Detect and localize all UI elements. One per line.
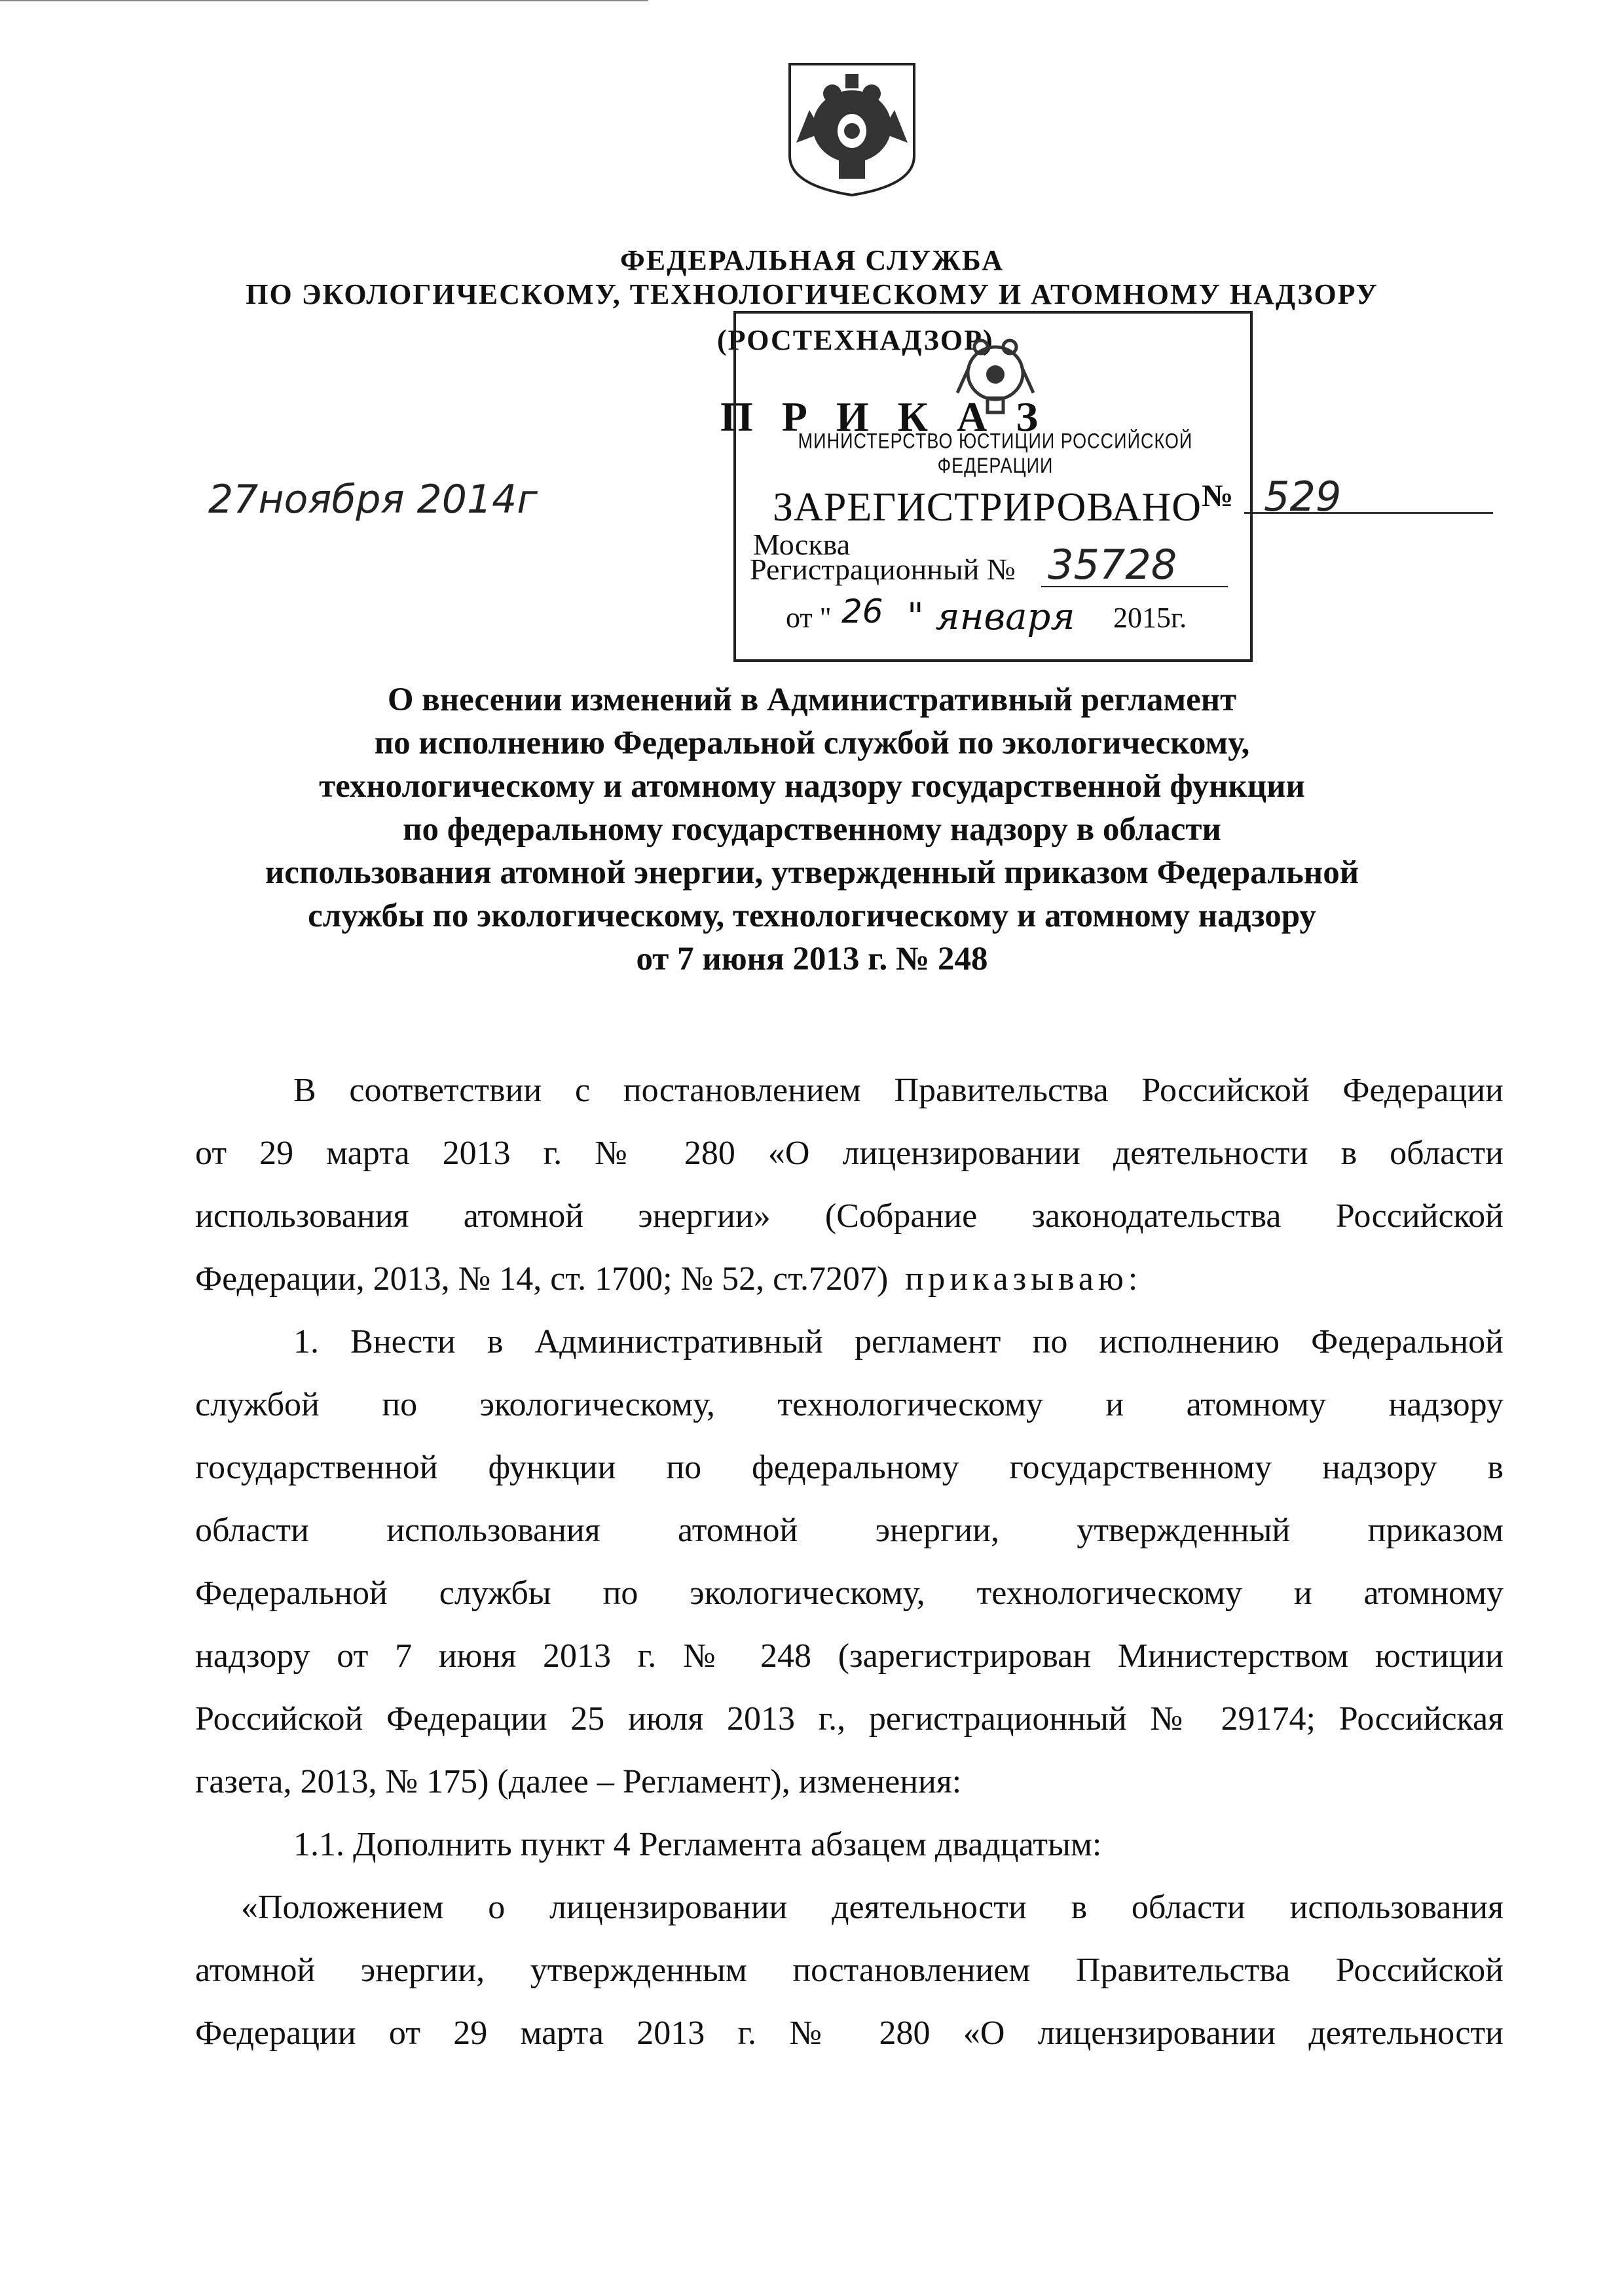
document-title (170, 678, 1454, 981)
body-line: В соответствии с постановлением Правительства Российской Федерации (293, 1072, 1504, 1109)
body-line-text: Федерации, 2013, № 14, ст. 1700; № 52, ст.7207) (195, 1260, 889, 1298)
agency-name-line2: ПО ЭКОЛОГИЧЕСКОМУ, ТЕХНОЛОГИЧЕСКОМУ И АТОМНОМУ НАДЗОРУ (246, 278, 1378, 310)
stamp-day: 26 (841, 592, 883, 630)
stamp-ministry-name: МИНИСТЕРСТВО ЮСТИЦИИ РОССИЙСКОЙ ФЕДЕРАЦИИ (798, 429, 1193, 477)
stamp-from-label: от " (786, 602, 832, 634)
title-line: от 7 июня 2013 г. № 248 (636, 941, 988, 977)
body-line: атомной энергии, утвержденным постановлением Правительства Российской (195, 1952, 1504, 1989)
body-line: использования атомной энергии» (Собрание законодательства Российской (195, 1197, 1504, 1235)
stamp-regno-label: Регистрационный № (750, 553, 1016, 586)
stamp-regno-underline (1041, 586, 1228, 587)
order-command: приказываю: (905, 1260, 1143, 1298)
stamp-city: Москва (753, 528, 851, 561)
agency-abbreviation: (РОСТЕХНАДЗОР) (717, 324, 994, 356)
stamp-month: " января (907, 596, 1075, 638)
title-line: О внесении изменений в Административный регламент (387, 682, 1237, 718)
body-line: государственной функции по федеральному государственному надзору в (195, 1449, 1504, 1486)
body-line: области использования атомной энергии, утвержденный приказом (195, 1512, 1504, 1549)
coat-of-arms-icon (783, 58, 921, 198)
body-line: Федеральной службы по экологическому, технологическому и атомному (195, 1575, 1504, 1612)
stamp-emblem-icon (950, 321, 1041, 419)
document-body (195, 1059, 1504, 2065)
body-line: 1.1. Дополнить пункт 4 Регламента абзацем двадцатым: (293, 1826, 1102, 1863)
body-line: «Положением о лицензировании деятельности в области использования (241, 1889, 1504, 1926)
title-line: по исполнению Федеральной службой по экологическому, (374, 725, 1250, 761)
handwritten-date: 27ноября 2014г (208, 477, 538, 522)
stamp-registered-label: ЗАРЕГИСТРИРОВАНО (773, 485, 1202, 530)
title-line: по федеральному государственному надзору в области (403, 811, 1221, 848)
document-type: П Р И К А З (720, 393, 1048, 440)
agency-name-line1: ФЕДЕРАЛЬНАЯ СЛУЖБА (620, 244, 1004, 276)
handwritten-number: 529 (1264, 473, 1342, 520)
stamp-year: 2015г. (1113, 602, 1187, 634)
body-line: газета, 2013, № 175) (далее – Регламент), изменения: (195, 1763, 962, 1800)
body-line: Федерации от 29 марта 2013 г. № 280 «О лицензировании деятельности (195, 2014, 1504, 2052)
body-line: от 29 марта 2013 г. № 280 «О лицензировании деятельности в области (195, 1135, 1504, 1172)
body-line: службой по экологическому, технологическому и атомному надзору (195, 1386, 1504, 1423)
number-label: № (1202, 479, 1234, 513)
title-line: службы по экологическому, технологическому и атомному надзору (308, 898, 1316, 934)
body-line: надзору от 7 июня 2013 г. № 248 (зарегистрирован Министерством юстиции (195, 1637, 1504, 1675)
title-line: технологическому и атомному надзору государственной функции (319, 768, 1305, 805)
number-underline (1244, 512, 1493, 514)
title-line: использования атомной энергии, утвержденный приказом Федеральной (265, 854, 1359, 891)
body-line (195, 1248, 1504, 1311)
scan-edge-line (0, 0, 648, 1)
body-line: Российской Федерации 25 июля 2013 г., регистрационный № 29174; Российская (195, 1700, 1504, 1738)
body-line: 1. Внести в Административный регламент по исполнению Федеральной (293, 1323, 1504, 1360)
stamp-regno-value: 35728 (1048, 541, 1177, 589)
